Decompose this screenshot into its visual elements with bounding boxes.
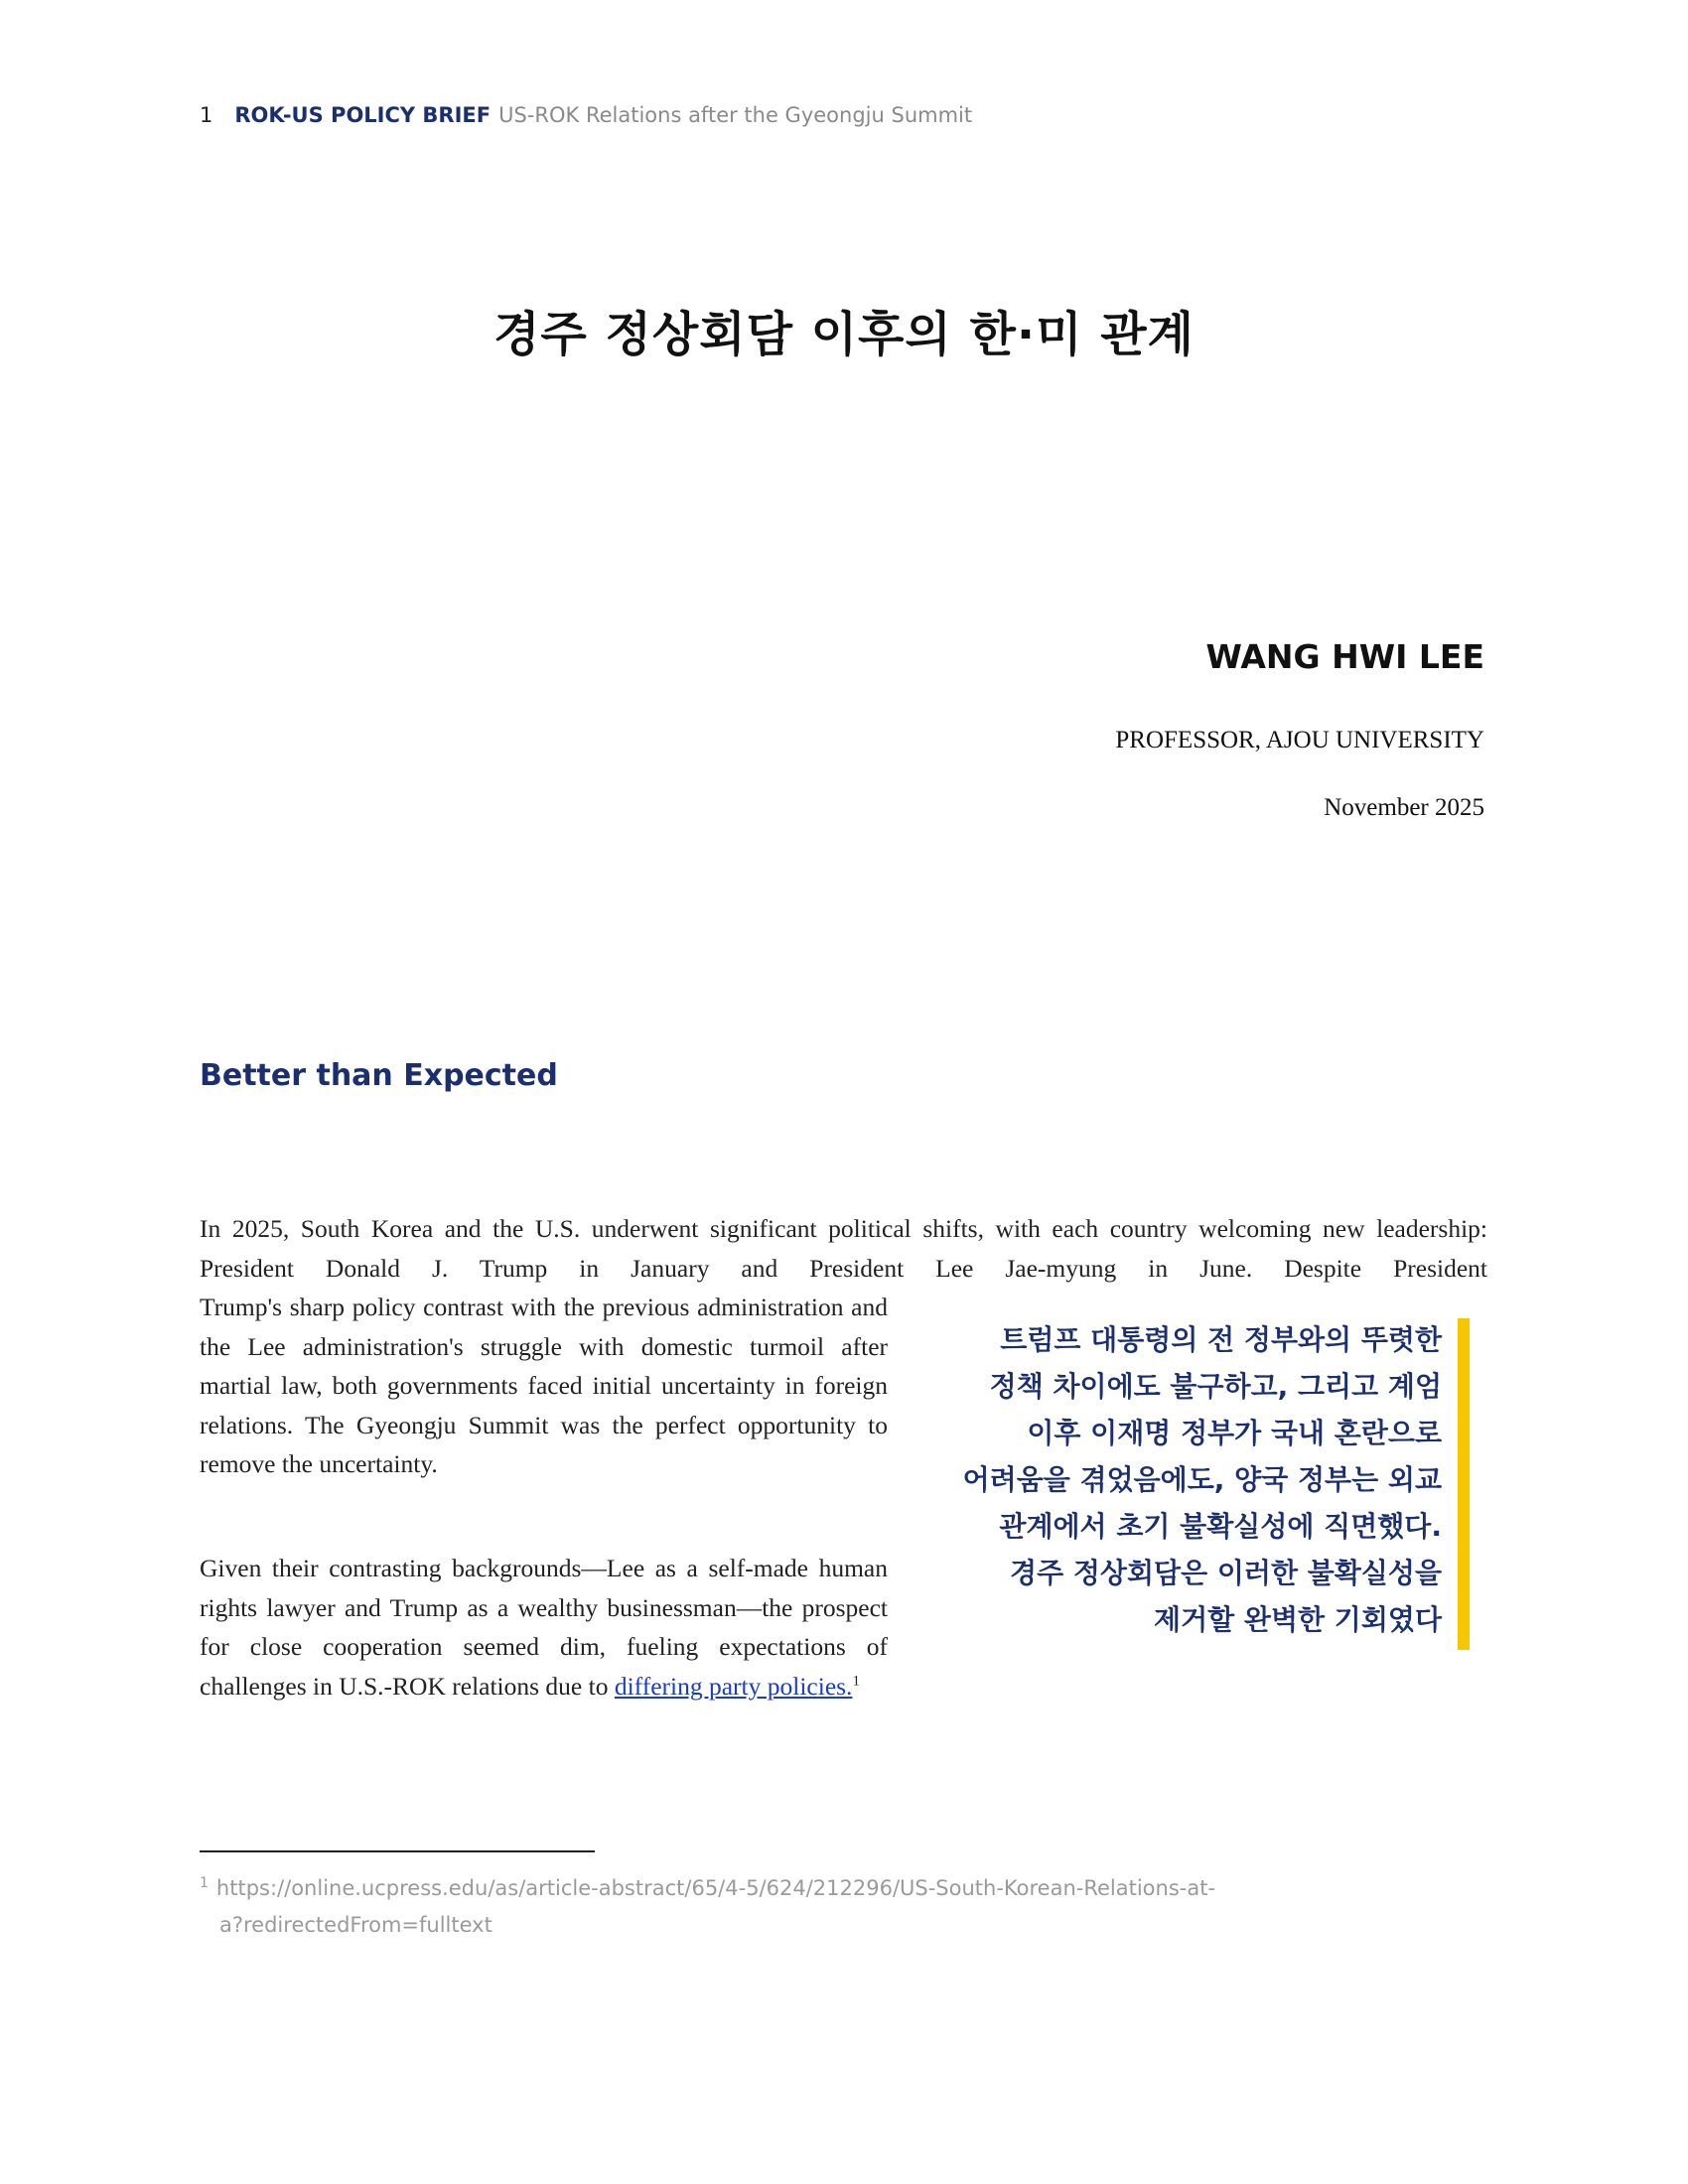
footnote-divider xyxy=(200,1850,595,1852)
footnote-url-part-2[interactable]: a?redirectedFrom=fulltext xyxy=(219,1913,492,1937)
pull-quote-text xyxy=(925,1316,1442,1643)
paragraph-1-full-width: In 2025, South Korea and the U.S. underwent significant political shifts, with each country welcoming new leadership: President Donald J. Trump in January and President Lee Jae-myung in June. Despite President xyxy=(200,1214,1487,1283)
brief-brand: ROK-US POLICY BRIEF xyxy=(234,103,492,127)
differing-party-policies-link[interactable]: differing party policies. xyxy=(614,1671,853,1701)
footnote-line-1 xyxy=(200,1870,1391,1907)
pull-quote-line: 어려움을 겪었음에도, 양국 정부는 외교 xyxy=(962,1463,1442,1496)
footnote xyxy=(200,1870,1391,1944)
footnote-reference[interactable]: 1 xyxy=(852,1673,860,1689)
pull-quote-line: 이후 이재명 정부가 국내 혼란으로 xyxy=(1027,1417,1442,1449)
pull-quote-line: 제거할 완벽한 기회였다 xyxy=(1154,1603,1442,1636)
pull-quote-line: 정책 차이에도 불구하고, 그리고 계엄 xyxy=(989,1370,1442,1403)
paragraph-2-text: Given their contrasting backgrounds—Lee as a self-made human rights lawyer and Trump as a wealthy businessman—the prospect for close cooperation seemed dim, fueling expectations of challenges in U.S.-ROK relations due to xyxy=(200,1554,888,1701)
author-affiliation: PROFESSOR, AJOU UNIVERSITY xyxy=(1115,727,1484,753)
page-number: 1 xyxy=(200,103,213,127)
footnote-mark: 1 xyxy=(200,1875,209,1891)
paragraph-2 xyxy=(200,1549,888,1706)
paragraph-1-continued: Trump's sharp policy contrast with the previous administration and the Lee administration's struggle with domestic turmoil after martial law, both governments faced initial uncertainty in foreign relations. The Gyeongju Summit was the perfect opportunity to remove the uncertainty. xyxy=(200,1293,888,1478)
pull-quote-line: 경주 정상회담은 이러한 불확실성을 xyxy=(1010,1557,1442,1589)
pull-quote-line: 트럼프 대통령의 전 정부와의 뚜렷한 xyxy=(1000,1323,1442,1356)
footnote-url-part-1[interactable]: https://online.ucpress.edu/as/article-abstract/65/4-5/624/212296/US-South-Korean-Relations-at- xyxy=(215,1876,1216,1900)
publication-date: November 2025 xyxy=(1324,794,1484,821)
pull-quote xyxy=(933,1316,1470,1652)
brief-subtitle: US-ROK Relations after the Gyeongju Summit xyxy=(498,103,973,127)
author-name: WANG HWI LEE xyxy=(1205,637,1484,676)
running-header xyxy=(200,103,972,127)
pull-quote-accent-bar xyxy=(1458,1318,1470,1650)
page-title: 경주 정상회담 이후의 한·미 관계 xyxy=(493,307,1195,362)
section-heading: Better than Expected xyxy=(200,1058,558,1093)
pull-quote-line: 관계에서 초기 불확실성에 직면했다. xyxy=(999,1510,1442,1543)
